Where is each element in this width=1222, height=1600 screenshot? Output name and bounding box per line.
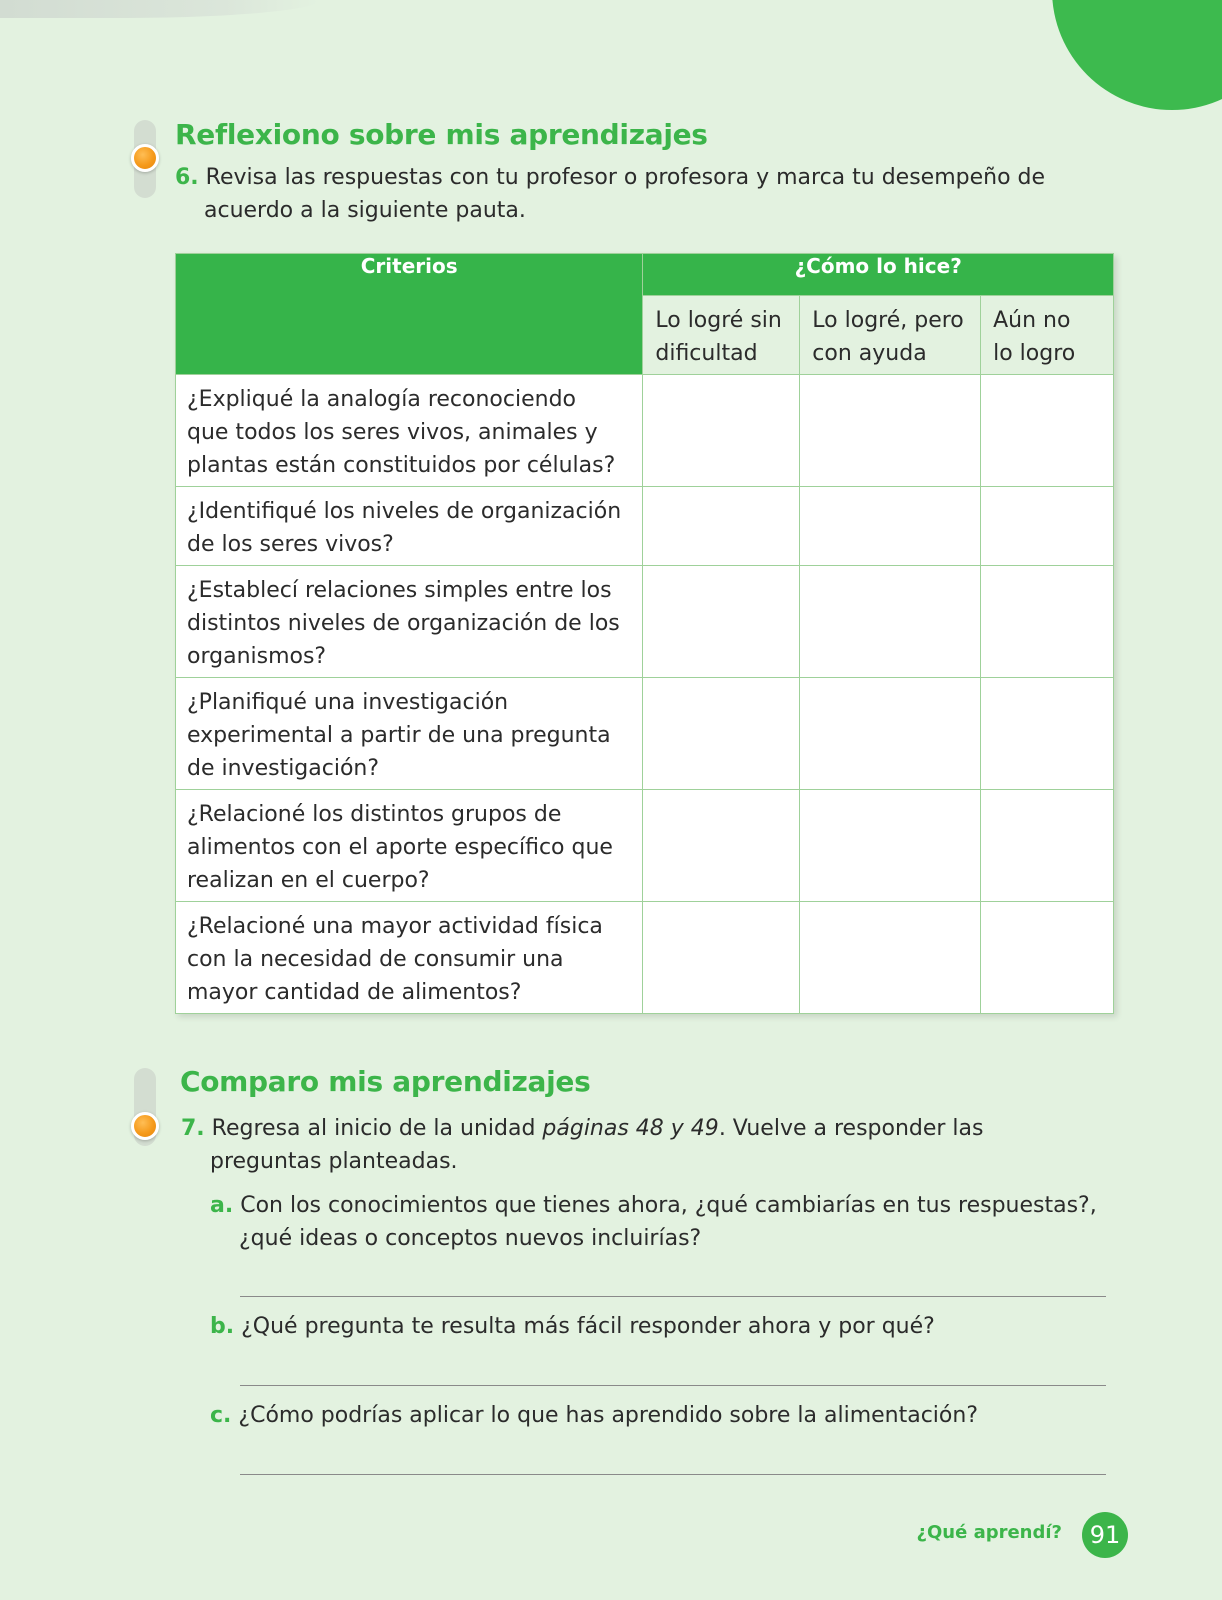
- table-row: [176, 790, 1114, 902]
- answer-line-a[interactable]: [240, 1296, 1106, 1297]
- check-cell[interactable]: [981, 678, 1114, 790]
- question-number: 6.: [175, 165, 199, 190]
- table-row: [176, 678, 1114, 790]
- orange-dot-icon: [131, 144, 159, 172]
- check-cell[interactable]: [800, 678, 981, 790]
- check-cell[interactable]: [800, 487, 981, 566]
- criteria-header: Criterios: [176, 254, 643, 375]
- section-heading-reflexiono: Reflexiono sobre mis aprendizajes: [175, 118, 708, 151]
- section-marker: [134, 120, 156, 198]
- orange-dot-icon: [131, 1112, 159, 1140]
- table-row: [176, 487, 1114, 566]
- question-7: 7. Regresa al inicio de la unidad páginas 48 y 49. Vuelve a responder las preguntas planteadas.: [181, 1116, 984, 1174]
- question-text-line1: Revisa las respuestas con tu profesor o profesora y marca tu desempeño de: [205, 165, 1046, 190]
- check-cell[interactable]: [800, 566, 981, 678]
- criterion-cell: ¿Identifiqué los niveles de organización de los seres vivos?: [176, 487, 643, 566]
- page-number: 91: [1082, 1512, 1128, 1558]
- section-heading-comparo: Comparo mis aprendizajes: [180, 1065, 591, 1098]
- criterion-cell: ¿Relacioné una mayor actividad física con la necesidad de consumir una mayor cantidad de alimentos?: [176, 902, 643, 1014]
- check-cell[interactable]: [981, 790, 1114, 902]
- check-cell[interactable]: [981, 566, 1114, 678]
- check-cell[interactable]: [981, 902, 1114, 1014]
- top-decoration: [0, 0, 320, 18]
- how-header: ¿Cómo lo hice?: [643, 254, 1114, 296]
- column-header-sin-dificultad: Lo logré sin dificultad: [643, 296, 800, 375]
- check-cell[interactable]: [800, 902, 981, 1014]
- answer-line-c[interactable]: [240, 1474, 1106, 1475]
- answer-line-b[interactable]: [240, 1385, 1106, 1386]
- check-cell[interactable]: [643, 375, 800, 487]
- check-cell[interactable]: [643, 566, 800, 678]
- check-cell[interactable]: [800, 375, 981, 487]
- criterion-cell: ¿Establecí relaciones simples entre los distintos niveles de organización de los organismos?: [176, 566, 643, 678]
- footer-section-label: ¿Qué aprendí?: [916, 1522, 1062, 1543]
- table-row: [176, 902, 1114, 1014]
- corner-decoration: [1052, 0, 1222, 110]
- check-cell[interactable]: [643, 487, 800, 566]
- subquestion-c: c. ¿Cómo podrías aplicar lo que has aprendido sobre la alimentación?: [210, 1403, 978, 1428]
- question-text-line2: acuerdo a la siguiente pauta.: [204, 198, 526, 223]
- check-cell[interactable]: [643, 902, 800, 1014]
- check-cell[interactable]: [981, 487, 1114, 566]
- criterion-cell: ¿Expliqué la analogía reconociendo que todos los seres vivos, animales y plantas están constituidos por células?: [176, 375, 643, 487]
- criterion-cell: ¿Relacioné los distintos grupos de alimentos con el aporte específico que realizan en el cuerpo?: [176, 790, 643, 902]
- check-cell[interactable]: [800, 790, 981, 902]
- column-header-aun-no: Aún no lo logro: [981, 296, 1114, 375]
- subquestion-a: a. Con los conocimientos que tienes ahora, ¿qué cambiarías en tus respuestas?, ¿qué ideas o conceptos nuevos incluirías?: [210, 1193, 1097, 1251]
- check-cell[interactable]: [643, 678, 800, 790]
- evaluation-table: [175, 253, 1114, 1014]
- section-marker: [134, 1068, 156, 1146]
- table-row: [176, 566, 1114, 678]
- table-row: [176, 375, 1114, 487]
- check-cell[interactable]: [981, 375, 1114, 487]
- criterion-cell: ¿Planifiqué una investigación experimental a partir de una pregunta de investigación?: [176, 678, 643, 790]
- subquestion-b: b. ¿Qué pregunta te resulta más fácil responder ahora y por qué?: [210, 1314, 935, 1339]
- question-number: 7.: [181, 1116, 205, 1141]
- page-reference: páginas 48 y 49: [542, 1116, 719, 1141]
- question-6: [175, 161, 1105, 227]
- check-cell[interactable]: [643, 790, 800, 902]
- column-header-con-ayuda: Lo logré, pero con ayuda: [800, 296, 981, 375]
